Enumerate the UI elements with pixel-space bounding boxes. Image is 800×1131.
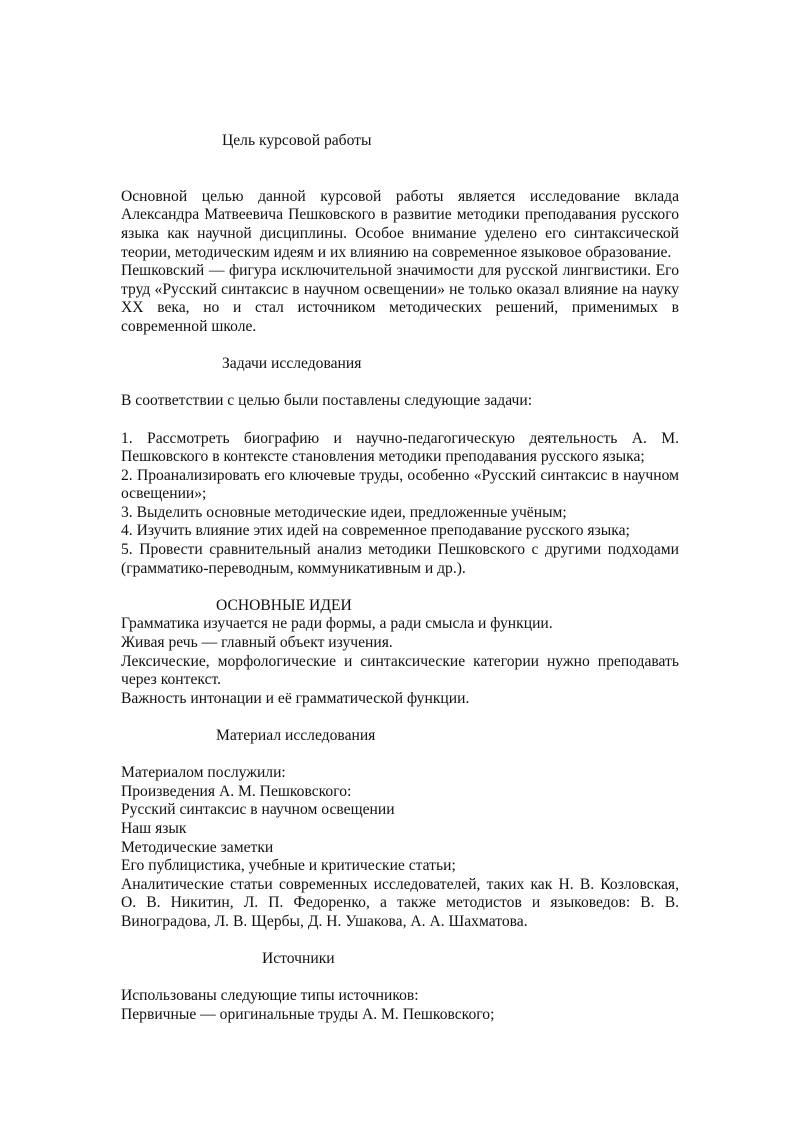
spacer	[121, 411, 679, 430]
idea-line-2: Живая речь — главный объект изучения.	[121, 634, 393, 652]
spacer	[121, 708, 679, 727]
sources-heading: Источники	[262, 950, 335, 968]
spacer	[121, 169, 679, 188]
material-line-1: Материалом послужили:	[121, 764, 286, 782]
sources-line-2: Первичные — оригинальные труды А. М. Пешковского;	[121, 1005, 495, 1023]
spacer	[121, 932, 679, 951]
ideas-heading: ОСНОВНЫЕ ИДЕИ	[216, 596, 352, 614]
goal-paragraph-1: Основной целью данной курсовой работы является исследование вклада Александра Матвеевича Пешковского в развитие методики преподавания русского языка как научной дисциплины. Особое внимание уделено его синтаксической теории, методическим идеям и их влиянию на современное языковое образование.	[121, 187, 679, 261]
goal-heading: Цель курсовой работы	[222, 132, 372, 149]
tasks-heading: Задачи исследования	[222, 355, 362, 373]
tasks-intro: В соответствии с целью были поставлены следующие задачи:	[121, 392, 533, 410]
task-item-5: 5. Провести сравнительный анализ методики Пешковского с другими подходами (грамматико-переводным, коммуникативным и др.).	[121, 541, 679, 577]
spacer	[121, 969, 679, 988]
spacer	[121, 337, 679, 356]
material-line-3: Русский синтаксис в научном освещении	[121, 801, 395, 819]
spacer	[121, 746, 679, 765]
material-line-6: Его публицистика, учебные и критические статьи;	[121, 857, 456, 875]
task-item-1: 1. Рассмотреть биографию и научно-педагогическую деятельность А. М. Пешковского в контексте становления методики преподавания русского языка;	[121, 429, 679, 466]
document-page	[121, 132, 679, 1025]
material-last-paragraph: Аналитические статьи современных исследователей, таких как Н. В. Козловская, О. В. Никитин, Л. П. Федоренко, а также методистов и языковедов: В. В. Виноградова, Л. В. Щербы, Д. Н. Ушакова, А. А. Шахматова.	[121, 875, 679, 930]
sources-line-1: Использованы следующие типы источников:	[121, 987, 419, 1005]
idea-line-4: Важность интонации и её грамматической функции.	[121, 689, 470, 707]
spacer	[121, 151, 679, 170]
task-item-4: 4. Изучить влияние этих идей на современное преподавание русского языка;	[121, 522, 630, 540]
material-line-2: Произведения А. М. Пешковского:	[121, 782, 352, 800]
task-item-2: 2. Проанализировать его ключевые труды, особенно «Русский синтаксис в научном освещении»;	[121, 466, 679, 503]
task-item-3: 3. Выделить основные методические идеи, предложенные учёным;	[121, 503, 567, 521]
material-heading: Материал исследования	[216, 727, 376, 744]
idea-line-1: Грамматика изучается не ради формы, а ради смысла и функции.	[121, 615, 553, 633]
spacer	[121, 374, 679, 393]
goal-paragraph-2: Пешковский — фигура исключительной значимости для русской лингвистики. Его труд «Русский синтаксис в научном освещении» не только оказал влияние на науку XX века, но и стал источником методических решений, применимых в современной школе.	[121, 262, 679, 335]
material-line-4: Наш язык	[121, 819, 187, 837]
spacer	[121, 578, 679, 597]
material-line-5: Методические заметки	[121, 838, 274, 856]
idea-line-3: Лексические, морфологические и синтаксические категории нужно преподавать через контекст.	[121, 652, 679, 689]
